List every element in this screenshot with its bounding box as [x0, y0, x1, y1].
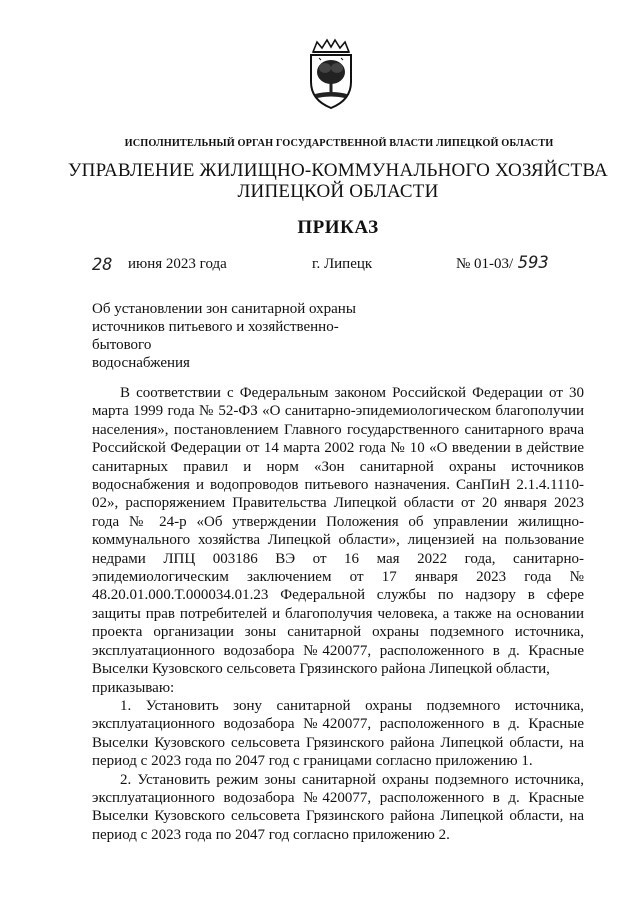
city-name: г. Липецк — [312, 256, 373, 272]
coat-of-arms-emblem — [301, 38, 361, 110]
document-type-title: ПРИКАЗ — [297, 217, 379, 238]
subject-line1: Об установлении зон санитарной охраны — [92, 301, 356, 317]
month-year: июня 2023 года — [128, 256, 227, 272]
department-name-line1: УПРАВЛЕНИЕ ЖИЛИЩНО-КОММУНАЛЬНОГО ХОЗЯЙСТВА — [68, 160, 608, 181]
document-number-prefix: № 01-03/ — [456, 256, 514, 272]
order-item-1: 1. Установить зону санитарной охраны подземного источника, эксплуатационного водозабора №420077, расположенного в д. Красные Выселки Кузовского сельсовета Грязинского района Липецкой области, на период с 2023 года по 2047 год с границами согласно приложению 1. — [92, 697, 584, 770]
document-meta-row — [0, 254, 640, 276]
order-subject — [92, 300, 392, 372]
subject-line2: источников питьевого и хозяйственно-бытового — [92, 319, 339, 353]
order-body — [92, 384, 584, 844]
order-item-2: 2. Установить режим зоны санитарной охраны подземного источника, эксплуатационного водозабора №420077, расположенного в д. Красные Выселки Кузовского сельсовета Грязинского района Липецкой области, на период с 2023 года по 2047 год согласно приложению 2. — [92, 771, 584, 843]
order-directive-word: приказываю: — [92, 679, 175, 696]
handwritten-day: 28 — [92, 255, 113, 275]
handwritten-document-number: 593 — [518, 253, 549, 273]
subject-line3: водоснабжения — [92, 355, 190, 371]
preamble-paragraph: В соответствии с Федеральным законом Российской Федерации от 30 марта 1999 года № 52-ФЗ «О санитарно-эпидемиологическом благополучии населения», постановлением Главного государственного санитарного врача Российской Федерации от 14 марта 2002 года № 10 «О введении в действие санитарных правил и норм «Зон санитарной охраны источников водоснабжения и водопроводов питьевого назначения. СанПиН 2.1.4.1110-02», распоряжением Правительства Липецкой области от 20 января 2023 года № 24-р «Об утверждении Положения об управлении жилищно-коммунального хозяйства Липецкой области», лицензией на пользование недрами ЛПЦ 003186 ВЭ от 16 мая 2022 года, санитарно-эпидемиологическим заключением от 17 января 2023 года № 48.20.01.000.Т.000034.01.23 Федеральной службы по надзору в сфере защиты прав потребителей и благополучия человека, а также на основании проекта организации зоны санитарной охраны подземного источника, эксплуатационного водозабора №420077, расположенного в д. Красные Выселки Кузовского сельсовета Грязинского района Липецкой области, — [92, 385, 584, 678]
executive-body-name: ИСПОЛНИТЕЛЬНЫЙ ОРГАН ГОСУДАРСТВЕННОЙ ВЛАСТИ ЛИПЕЦКОЙ ОБЛАСТИ — [124, 138, 554, 149]
department-name — [0, 160, 640, 202]
department-name-line2: ЛИПЕЦКОЙ ОБЛАСТИ — [237, 181, 439, 202]
